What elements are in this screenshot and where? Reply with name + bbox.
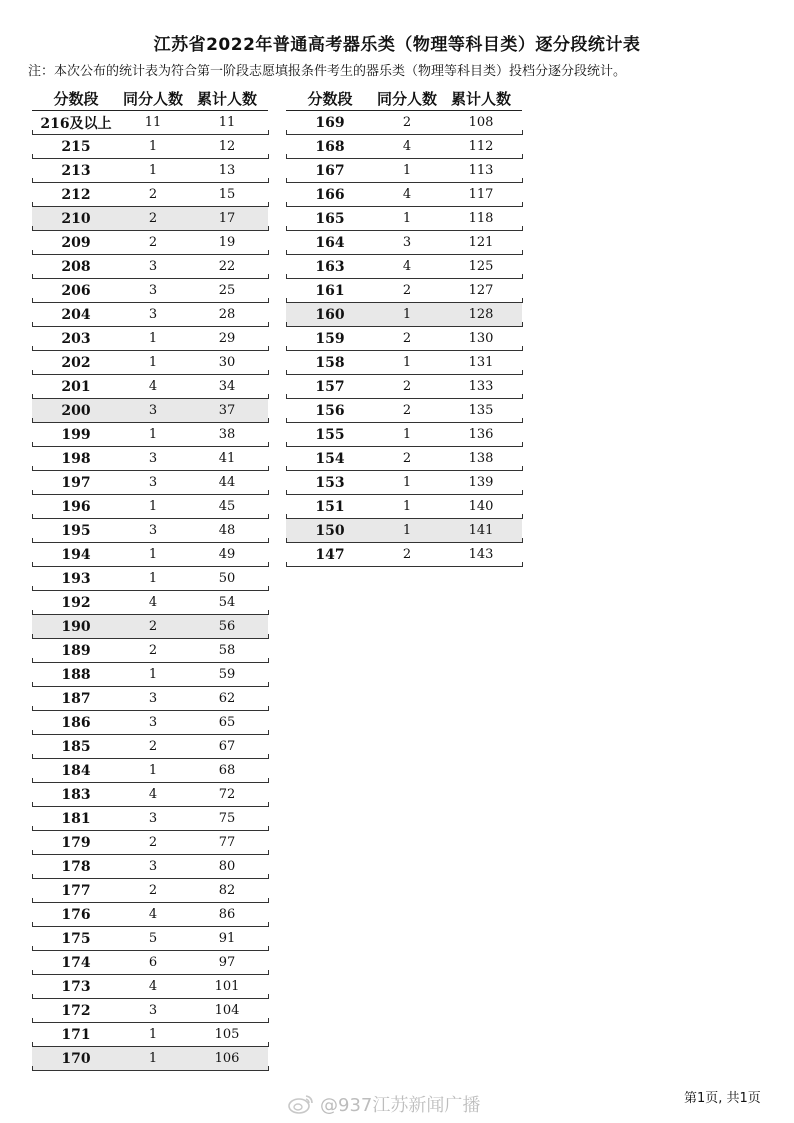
- table-row: [286, 135, 522, 159]
- row-cumulative-count: 65: [218, 715, 236, 730]
- weibo-logo-icon: [288, 1094, 314, 1114]
- row-score: 188: [61, 666, 91, 683]
- table-row: [32, 399, 268, 423]
- row-cumulative-count: 135: [468, 403, 494, 418]
- header-score: 分数段: [53, 89, 99, 108]
- row-cumulative-count: 41: [218, 451, 236, 466]
- table-row: [32, 135, 268, 159]
- row-same-count: 3: [148, 811, 158, 826]
- row-cumulative-count: 75: [218, 811, 236, 826]
- table-body-right: [286, 111, 522, 567]
- row-same-count: 5: [148, 931, 158, 946]
- row-same-count: 3: [148, 451, 158, 466]
- row-score: 195: [61, 522, 91, 539]
- row-cumulative-count: 108: [468, 115, 494, 130]
- row-cumulative-count: 117: [468, 187, 494, 202]
- row-score: 201: [61, 378, 91, 395]
- row-same-count: 1: [402, 163, 412, 178]
- table-row: [32, 975, 268, 999]
- row-same-count: 3: [148, 715, 158, 730]
- row-same-count: 2: [148, 883, 158, 898]
- row-same-count: 1: [148, 547, 158, 562]
- table-row: [32, 735, 268, 759]
- table-row: [32, 447, 268, 471]
- row-score: 197: [61, 474, 91, 491]
- row-score: 163: [315, 258, 345, 275]
- row-same-count: 1: [148, 571, 158, 586]
- table-row: [286, 543, 522, 567]
- table-row: [32, 375, 268, 399]
- row-same-count: 2: [148, 643, 158, 658]
- row-cumulative-count: 56: [218, 619, 236, 634]
- row-cumulative-count: 139: [468, 475, 494, 490]
- table-row: [32, 423, 268, 447]
- row-cumulative-count: 106: [214, 1051, 240, 1066]
- table-row: [32, 927, 268, 951]
- table-row: [32, 279, 268, 303]
- row-same-count: 1: [402, 523, 412, 538]
- row-score: 184: [61, 762, 91, 779]
- row-score: 206: [61, 282, 91, 299]
- row-score: 190: [61, 618, 91, 635]
- table-row: [32, 207, 268, 231]
- row-score: 154: [315, 450, 345, 467]
- row-same-count: 2: [148, 835, 158, 850]
- row-cumulative-count: 59: [218, 667, 236, 682]
- row-same-count: 1: [402, 475, 412, 490]
- row-same-count: 3: [148, 523, 158, 538]
- table-row: [32, 639, 268, 663]
- header-score: 分数段: [307, 89, 353, 108]
- table-row: [32, 879, 268, 903]
- table-row: [32, 303, 268, 327]
- row-score: 156: [315, 402, 345, 419]
- row-same-count: 2: [148, 619, 158, 634]
- table-body-left: [32, 111, 268, 1071]
- row-cumulative-count: 48: [218, 523, 236, 538]
- row-same-count: 3: [402, 235, 412, 250]
- row-score: 167: [315, 162, 345, 179]
- row-cumulative-count: 80: [218, 859, 236, 874]
- row-same-count: 3: [148, 475, 158, 490]
- row-cumulative-count: 130: [468, 331, 494, 346]
- row-cumulative-count: 45: [218, 499, 236, 514]
- row-cumulative-count: 50: [218, 571, 236, 586]
- row-score: 198: [61, 450, 91, 467]
- row-cumulative-count: 127: [468, 283, 494, 298]
- row-cumulative-count: 72: [218, 787, 236, 802]
- page-number: 第1页, 共1页: [684, 1091, 761, 1106]
- row-cumulative-count: 77: [218, 835, 236, 850]
- row-score: 216及以上: [40, 115, 112, 132]
- row-same-count: 4: [402, 259, 412, 274]
- row-score: 168: [315, 138, 345, 155]
- table-note: 注：本次公布的统计表为符合第一阶段志愿填报条件考生的器乐类（物理等科目类）投档分逐分段统计。: [28, 64, 627, 79]
- row-cumulative-count: 44: [218, 475, 236, 490]
- table-row: [286, 231, 522, 255]
- row-same-count: 1: [148, 331, 158, 346]
- row-score: 170: [61, 1050, 91, 1067]
- row-cumulative-count: 105: [214, 1027, 240, 1042]
- row-score: 165: [315, 210, 345, 227]
- table-row: [32, 831, 268, 855]
- row-cumulative-count: 37: [218, 403, 236, 418]
- row-cumulative-count: 11: [218, 115, 236, 130]
- row-same-count: 4: [148, 379, 158, 394]
- row-score: 200: [61, 402, 91, 419]
- row-cumulative-count: 15: [218, 187, 236, 202]
- row-score: 164: [315, 234, 345, 251]
- row-score: 212: [61, 186, 91, 203]
- row-cumulative-count: 101: [214, 979, 240, 994]
- row-score: 171: [61, 1026, 91, 1043]
- row-cumulative-count: 138: [468, 451, 494, 466]
- row-score: 196: [61, 498, 91, 515]
- row-same-count: 4: [148, 979, 158, 994]
- row-same-count: 1: [402, 355, 412, 370]
- row-cumulative-count: 91: [218, 931, 236, 946]
- row-cumulative-count: 128: [468, 307, 494, 322]
- row-cumulative-count: 12: [218, 139, 236, 154]
- row-score: 150: [315, 522, 345, 539]
- row-same-count: 1: [148, 355, 158, 370]
- row-score: 175: [61, 930, 91, 947]
- row-same-count: 1: [402, 211, 412, 226]
- row-same-count: 3: [148, 259, 158, 274]
- row-same-count: 1: [148, 667, 158, 682]
- row-cumulative-count: 121: [468, 235, 494, 250]
- table-row: [32, 663, 268, 687]
- table-row: [286, 519, 522, 543]
- row-same-count: 1: [402, 307, 412, 322]
- table-row: [32, 567, 268, 591]
- row-cumulative-count: 67: [218, 739, 236, 754]
- row-same-count: 2: [402, 331, 412, 346]
- table-row: [32, 687, 268, 711]
- row-cumulative-count: 113: [468, 163, 494, 178]
- row-score: 179: [61, 834, 91, 851]
- row-cumulative-count: 62: [218, 691, 236, 706]
- row-score: 192: [61, 594, 91, 611]
- row-same-count: 3: [148, 283, 158, 298]
- watermark-text: @937江苏新闻广播: [320, 1095, 481, 1116]
- row-same-count: 4: [148, 787, 158, 802]
- row-same-count: 1: [402, 499, 412, 514]
- row-same-count: 1: [148, 427, 158, 442]
- row-cumulative-count: 112: [468, 139, 494, 154]
- row-same-count: 1: [148, 163, 158, 178]
- table-row: [32, 231, 268, 255]
- row-cumulative-count: 19: [218, 235, 236, 250]
- row-score: 159: [315, 330, 345, 347]
- table-row: [32, 759, 268, 783]
- row-cumulative-count: 30: [218, 355, 236, 370]
- table-row: [286, 207, 522, 231]
- table-row: [32, 351, 268, 375]
- table-header: [32, 86, 268, 111]
- header-cumulative-count: 累计人数: [196, 89, 257, 108]
- table-row: [286, 447, 522, 471]
- row-score: 186: [61, 714, 91, 731]
- row-cumulative-count: 125: [468, 259, 494, 274]
- row-same-count: 1: [148, 1027, 158, 1042]
- row-same-count: 2: [148, 187, 158, 202]
- page-title: 江苏省2022年普通高考器乐类（物理等科目类）逐分段统计表: [153, 35, 641, 55]
- row-same-count: 1: [402, 427, 412, 442]
- row-score: 169: [315, 114, 345, 131]
- row-score: 153: [315, 474, 345, 491]
- row-score: 202: [61, 354, 91, 371]
- table-row: [32, 951, 268, 975]
- row-same-count: 1: [148, 499, 158, 514]
- table-row: [32, 615, 268, 639]
- row-cumulative-count: 17: [218, 211, 236, 226]
- table-row: [286, 351, 522, 375]
- row-cumulative-count: 49: [218, 547, 236, 562]
- row-score: 176: [61, 906, 91, 923]
- row-cumulative-count: 141: [468, 523, 494, 538]
- table-row: [32, 807, 268, 831]
- row-score: 213: [61, 162, 91, 179]
- table-row: [32, 855, 268, 879]
- row-score: 147: [315, 546, 345, 563]
- table-row: [286, 495, 522, 519]
- row-cumulative-count: 22: [218, 259, 236, 274]
- watermark: [288, 1092, 480, 1116]
- table-row: [32, 543, 268, 567]
- row-score: 189: [61, 642, 91, 659]
- table-row: [32, 111, 268, 135]
- row-cumulative-count: 82: [218, 883, 236, 898]
- row-same-count: 2: [148, 739, 158, 754]
- row-score: 161: [315, 282, 345, 299]
- row-score: 173: [61, 978, 91, 995]
- row-score: 155: [315, 426, 345, 443]
- table-row: [286, 279, 522, 303]
- table-row: [32, 711, 268, 735]
- table-row: [286, 375, 522, 399]
- table-row: [286, 159, 522, 183]
- row-score: 203: [61, 330, 91, 347]
- row-score: 174: [61, 954, 91, 971]
- row-same-count: 1: [148, 139, 158, 154]
- row-cumulative-count: 133: [468, 379, 494, 394]
- table-row: [286, 327, 522, 351]
- table-row: [286, 399, 522, 423]
- row-score: 199: [61, 426, 91, 443]
- row-same-count: 2: [402, 403, 412, 418]
- row-score: 215: [61, 138, 91, 155]
- row-same-count: 3: [148, 859, 158, 874]
- row-cumulative-count: 28: [218, 307, 236, 322]
- table-row: [32, 159, 268, 183]
- table-row: [32, 519, 268, 543]
- row-score: 208: [61, 258, 91, 275]
- table-row: [32, 255, 268, 279]
- table-row: [32, 183, 268, 207]
- table-row: [32, 1047, 268, 1071]
- row-cumulative-count: 13: [218, 163, 236, 178]
- score-table-left: [32, 86, 268, 1071]
- row-same-count: 4: [402, 139, 412, 154]
- row-score: 187: [61, 690, 91, 707]
- row-same-count: 11: [144, 115, 162, 130]
- table-row: [32, 327, 268, 351]
- row-same-count: 3: [148, 307, 158, 322]
- row-score: 183: [61, 786, 91, 803]
- row-same-count: 1: [148, 1051, 158, 1066]
- row-cumulative-count: 136: [468, 427, 494, 442]
- row-score: 185: [61, 738, 91, 755]
- row-same-count: 2: [402, 283, 412, 298]
- score-table-right: [286, 86, 522, 567]
- row-same-count: 1: [148, 763, 158, 778]
- table-row: [286, 471, 522, 495]
- table-row: [286, 111, 522, 135]
- row-score: 160: [315, 306, 345, 323]
- header-cumulative-count: 累计人数: [450, 89, 511, 108]
- row-cumulative-count: 118: [468, 211, 494, 226]
- header-same-count: 同分人数: [376, 89, 437, 108]
- table-row: [286, 255, 522, 279]
- row-score: 204: [61, 306, 91, 323]
- table-row: [286, 303, 522, 327]
- row-cumulative-count: 29: [218, 331, 236, 346]
- row-score: 166: [315, 186, 345, 203]
- row-same-count: 4: [148, 907, 158, 922]
- row-same-count: 2: [402, 451, 412, 466]
- table-row: [32, 591, 268, 615]
- row-same-count: 4: [148, 595, 158, 610]
- header-same-count: 同分人数: [122, 89, 183, 108]
- row-same-count: 3: [148, 403, 158, 418]
- row-score: 178: [61, 858, 91, 875]
- row-same-count: 3: [148, 691, 158, 706]
- row-same-count: 2: [148, 211, 158, 226]
- row-same-count: 4: [402, 187, 412, 202]
- table-row: [32, 495, 268, 519]
- table-row: [32, 1023, 268, 1047]
- row-same-count: 2: [402, 115, 412, 130]
- row-same-count: 2: [402, 547, 412, 562]
- table-row: [32, 903, 268, 927]
- row-score: 194: [61, 546, 91, 563]
- row-cumulative-count: 86: [218, 907, 236, 922]
- row-same-count: 6: [148, 955, 158, 970]
- row-cumulative-count: 58: [218, 643, 236, 658]
- row-score: 151: [315, 498, 345, 515]
- row-cumulative-count: 143: [468, 547, 494, 562]
- table-row: [286, 183, 522, 207]
- row-score: 181: [61, 810, 91, 827]
- row-cumulative-count: 25: [218, 283, 236, 298]
- row-cumulative-count: 131: [468, 355, 494, 370]
- row-score: 209: [61, 234, 91, 251]
- row-cumulative-count: 38: [218, 427, 236, 442]
- row-same-count: 3: [148, 1003, 158, 1018]
- table-row: [32, 783, 268, 807]
- row-cumulative-count: 104: [214, 1003, 240, 1018]
- row-score: 210: [61, 210, 91, 227]
- table-row: [32, 471, 268, 495]
- table-header: [286, 86, 522, 111]
- table-row: [286, 423, 522, 447]
- row-cumulative-count: 34: [218, 379, 236, 394]
- row-same-count: 2: [402, 379, 412, 394]
- row-score: 157: [315, 378, 345, 395]
- row-cumulative-count: 97: [218, 955, 236, 970]
- row-same-count: 2: [148, 235, 158, 250]
- row-score: 193: [61, 570, 91, 587]
- row-score: 177: [61, 882, 91, 899]
- row-score: 172: [61, 1002, 91, 1019]
- row-cumulative-count: 140: [468, 499, 494, 514]
- table-row: [32, 999, 268, 1023]
- row-cumulative-count: 54: [218, 595, 236, 610]
- row-score: 158: [315, 354, 345, 371]
- row-cumulative-count: 68: [218, 763, 236, 778]
